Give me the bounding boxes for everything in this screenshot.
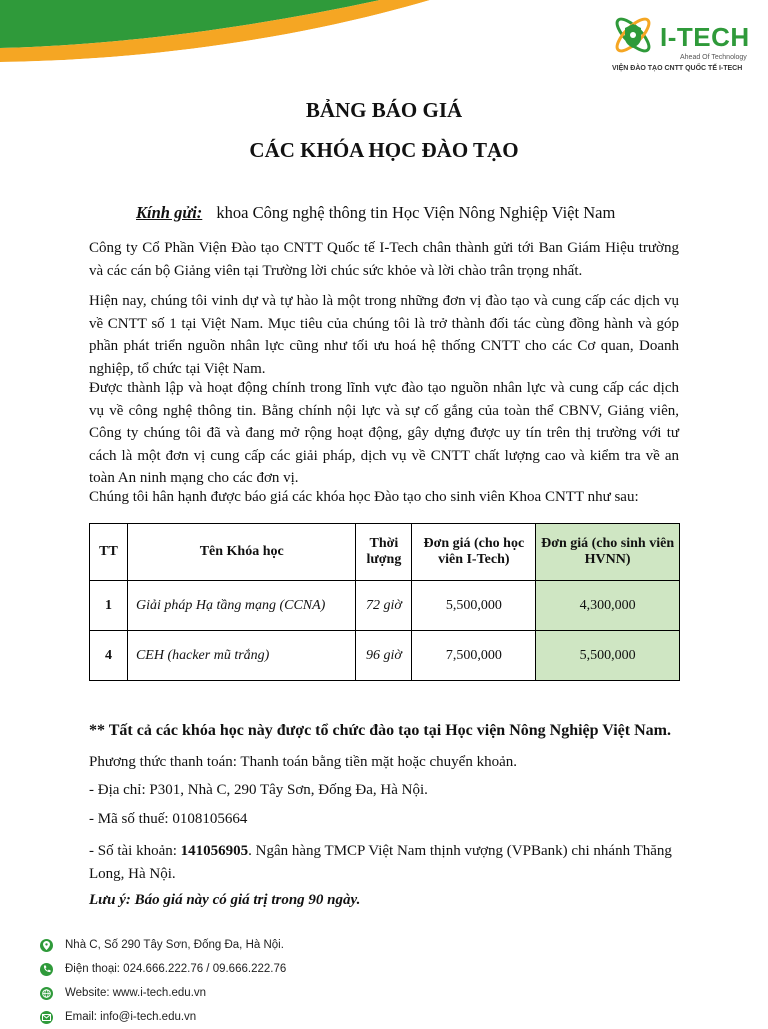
bank-account [89,840,679,885]
row-tt: 1 [90,581,128,631]
footer-phone: Điện thoại: 024.666.222.76 / 09.666.222.76 [65,963,287,975]
row-duration: 96 giờ [356,631,412,681]
account-number: 141056905 [180,843,249,859]
document-subtitle: CÁC KHÓA HỌC ĐÀO TẠO [249,138,519,162]
row-duration: 72 giờ [356,581,412,631]
row-price-itech: 7,500,000 [412,631,536,681]
mission-paragraph: Hiện nay, chúng tôi vinh dự và tự hào là một trong những đơn vị đào tạo và cung cấp các dịch vụ về CNTT số 1 tại Việt Nam. Mục tiêu của chúng tôi là trở thành đối tác cùng đồng hành và góp phần phát triển nguồn nhân lực cũng như tối ưu hoá hệ thống CNTT cho các Cơ quan, Doanh nghiệp, tổ chức tại Việt Nam. [89,293,679,377]
header-price-itech-line2: viên I-Tech) [438,552,510,567]
table-row [90,631,680,681]
course-price-table [89,523,680,681]
header-price-hvnn-line2: HVNN) [584,552,631,567]
footer-address-row [40,933,286,957]
row-course-name: CEH (hacker mũ trắng) [127,631,356,681]
page-header [0,0,768,90]
document-title: BẢNG BÁO GIÁ [305,98,463,122]
company-address: - Địa chỉ: P301, Nhà C, 290 Tây Sơn, Đống Đa, Hà Nội. [89,782,428,798]
history-paragraph: Được thành lập và hoạt động chính trong lĩnh vực đào tạo nguồn nhân lực và cung cấp các dịch vụ về công nghệ thông tin. Bằng chính nội lực và sự cố gắng của toàn thể CBNV, Giảng viên, Công ty chúng tôi đã và đang mở rộng hoạt động, gây dựng được uy tín trên thị trường với tư cách là một đơn vị cung cấp các giải pháp, dịch vụ về CNTT chất lượng cao và kiểm tra về an toàn An ninh mạng cho các đơn vị. [89,380,679,486]
account-prefix: - Số tài khoản: [89,843,181,859]
validity-note: Lưu ý: Báo giá này có giá trị trong 90 ngày. [89,892,361,908]
location-pin-icon [40,939,53,952]
logo-subtitle: VIỆN ĐÀO TẠO CNTT QUỐC TẾ I-TECH [612,65,743,72]
row-price-hvnn: 5,500,000 [536,631,680,681]
header-price-itech-line1: Đơn giá (cho học [423,536,525,551]
intro-paragraph: Công ty Cổ Phần Viện Đào tạo CNTT Quốc tế I-Tech chân thành gửi tới Ban Giám Hiệu trường và các cán bộ Giảng viên tại Trường lời chúc sức khỏe và lời chào trân trọng nhất. [89,240,679,279]
contact-footer [40,933,286,1029]
header-price-hvnn [536,524,680,581]
footer-website-link[interactable]: Website: www.i-tech.edu.vn [65,987,207,999]
quote-intro-paragraph: Chúng tôi hân hạnh được báo giá các khóa học Đào tạo cho sinh viên Khoa CNTT như sau: [89,489,639,505]
globe-icon [40,987,53,1000]
footer-address: Nhà C, Số 290 Tây Sơn, Đống Đa, Hà Nội. [65,939,284,951]
footer-website-row [40,981,286,1005]
itech-logo [610,12,760,74]
row-price-hvnn: 4,300,000 [536,581,680,631]
recipient-name: khoa Công nghệ thông tin Học Viện Nông Nghiệp Việt Nam [216,203,616,222]
logo-name: I-TECH [660,22,750,52]
recipient-label: Kính gửi: [136,203,203,222]
payment-method: Phương thức thanh toán: Thanh toán bằng tiền mặt hoặc chuyển khoản. [89,754,517,770]
header-duration-line2: lượng [366,552,402,567]
footer-email-row [40,1005,286,1029]
logo-tagline: Ahead Of Technology [680,54,747,61]
row-tt: 4 [90,631,128,681]
header-course-name: Tên Khóa học [127,524,356,581]
email-icon [40,1011,53,1024]
header-duration [356,524,412,581]
header-tt: TT [90,524,128,581]
account-bank: . Ngân hàng TMCP Việt Nam thịnh vượng (VPBank) chi nhánh Thăng Long, Hà Nội. [89,843,672,882]
header-duration-line1: Thời [369,536,399,551]
itech-atom-icon [610,12,656,58]
header-price-itech [412,524,536,581]
footer-email-link[interactable]: Email: info@i-tech.edu.vn [65,1011,197,1023]
row-price-itech: 5,500,000 [412,581,536,631]
table-header-row [90,524,680,581]
venue-note: ** Tất cả các khóa học này được tổ chức đào tạo tại Học viện Nông Nghiệp Việt Nam. [89,722,671,739]
row-course-name: Giải pháp Hạ tầng mạng (CCNA) [127,581,356,631]
phone-icon [40,963,53,976]
header-price-hvnn-line1: Đơn giá (cho sinh viên [541,536,675,551]
recipient-line [136,203,615,223]
tax-code: - Mã số thuế: 0108105664 [89,811,248,827]
table-row [90,581,680,631]
footer-phone-row [40,957,286,981]
